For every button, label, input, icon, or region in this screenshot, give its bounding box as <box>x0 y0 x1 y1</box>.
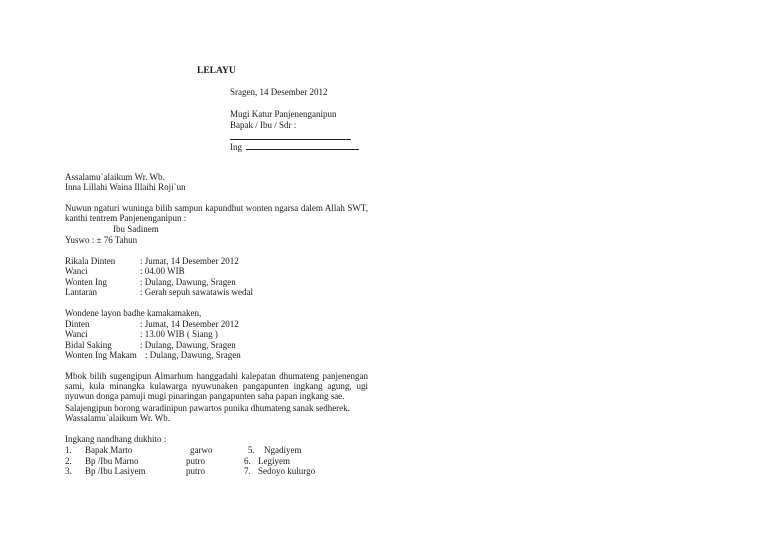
place-label: Ing <box>230 142 242 152</box>
family-name: Bp /Ibu Lasiyem <box>85 466 146 476</box>
death-detail-row <box>65 266 185 276</box>
burial-detail-row <box>65 329 218 339</box>
detail-label: Rikala Dinten <box>65 256 116 266</box>
family-num: 5. <box>248 445 255 455</box>
family-num: 2. <box>65 456 72 466</box>
closing-paragraph: Mbok bilih sugengipun Almarhum hanggadahi kalepatan dhumateng panjenengan sami, kula minangka kulawarga nyuwunaken pangapunten ingkang agung, ugi nyuwun donga pamuji mugi pinaringan pangapunten saha papan ingkang sae. <box>65 371 368 401</box>
innalillahi-line: Inna Lillahi Waina Illaihi Roji`un <box>65 182 186 192</box>
family-row <box>65 456 325 466</box>
family-name: Bp /Ibu Marno <box>85 456 139 466</box>
family-num: 7. <box>244 466 251 476</box>
death-detail-row <box>65 287 253 297</box>
sign-off: Wassalamu`alaikum Wr. Wb. <box>65 413 171 423</box>
closing-line: Salajengipun borong waradinipun pawartos punika dhumateng sanak sedherek. <box>65 403 350 413</box>
detail-value: : Gerah sepuh sawatawis wedal <box>140 287 253 297</box>
burial-detail-row <box>65 350 241 360</box>
greeting: Assalamu`alaikum Wr. Wb. <box>65 172 165 182</box>
death-detail-row <box>65 277 236 287</box>
family-row <box>65 466 325 476</box>
detail-label: Dinten <box>65 319 90 329</box>
family-name: Bapak Marto <box>85 445 133 455</box>
detail-value: : Jumat, 14 Desember 2012 <box>140 319 239 329</box>
detail-label: Wanci <box>65 266 88 276</box>
address-to: Mugi Katur Panjenenganipun <box>230 109 337 119</box>
family-row <box>65 445 325 455</box>
burial-detail-row <box>65 319 239 329</box>
detail-label: Bidal Saking <box>65 340 112 350</box>
detail-value: : 13.00 WIB ( Siang ) <box>140 329 218 339</box>
family-name: Ngadiyem <box>264 445 302 455</box>
age-label: Yuswo : <box>65 235 95 245</box>
detail-label: Wanci <box>65 329 88 339</box>
deceased-name: Ibu Sadinem <box>113 224 159 234</box>
death-detail-row <box>65 256 239 266</box>
family-role: garwo <box>190 445 213 455</box>
family-role: putro <box>186 466 205 476</box>
family-role: putro <box>186 456 205 466</box>
age-value: ± 76 Tahun <box>96 235 138 245</box>
detail-label: Wonten Ing Makam <box>65 350 137 360</box>
date-line: Sragen, 14 Desember 2012 <box>230 87 328 97</box>
family-num: 1. <box>65 445 72 455</box>
burial-intro: Wondene layon badhe kamakamaken, <box>65 308 202 318</box>
letter-title: LELAYU <box>197 66 236 76</box>
detail-value: : Dulang, Dawung, Sragen <box>140 340 236 350</box>
family-num: 3. <box>65 466 72 476</box>
address-recipient: Bapak / Ibu / Sdr : <box>230 120 297 130</box>
detail-value: : Dulang, Dawung, Sragen <box>140 277 236 287</box>
detail-value: : Jumat, 14 Desember 2012 <box>140 256 239 266</box>
intro-paragraph: Nuwun ngaturi wuninga bilih sampun kapundhut wonten ngarsa dalem Allah SWT, kanthi tentrem Panjenenganipun : <box>65 203 368 223</box>
detail-label: Lantaran <box>65 287 97 297</box>
family-intro: Ingkang nandhang dukhito : <box>65 434 167 444</box>
detail-value: : 04.00 WIB <box>140 266 185 276</box>
place-blank <box>246 141 359 150</box>
family-num: 6. <box>244 456 251 466</box>
age-line <box>65 235 137 245</box>
address-place <box>230 141 359 152</box>
detail-label: Wonten Ing <box>65 277 108 287</box>
detail-value: : Dulang, Dawung, Sragen <box>145 350 241 360</box>
burial-detail-row <box>65 340 236 350</box>
family-name: Legiyem <box>258 456 290 466</box>
family-name: Sedoyo kulurgo <box>258 466 316 476</box>
